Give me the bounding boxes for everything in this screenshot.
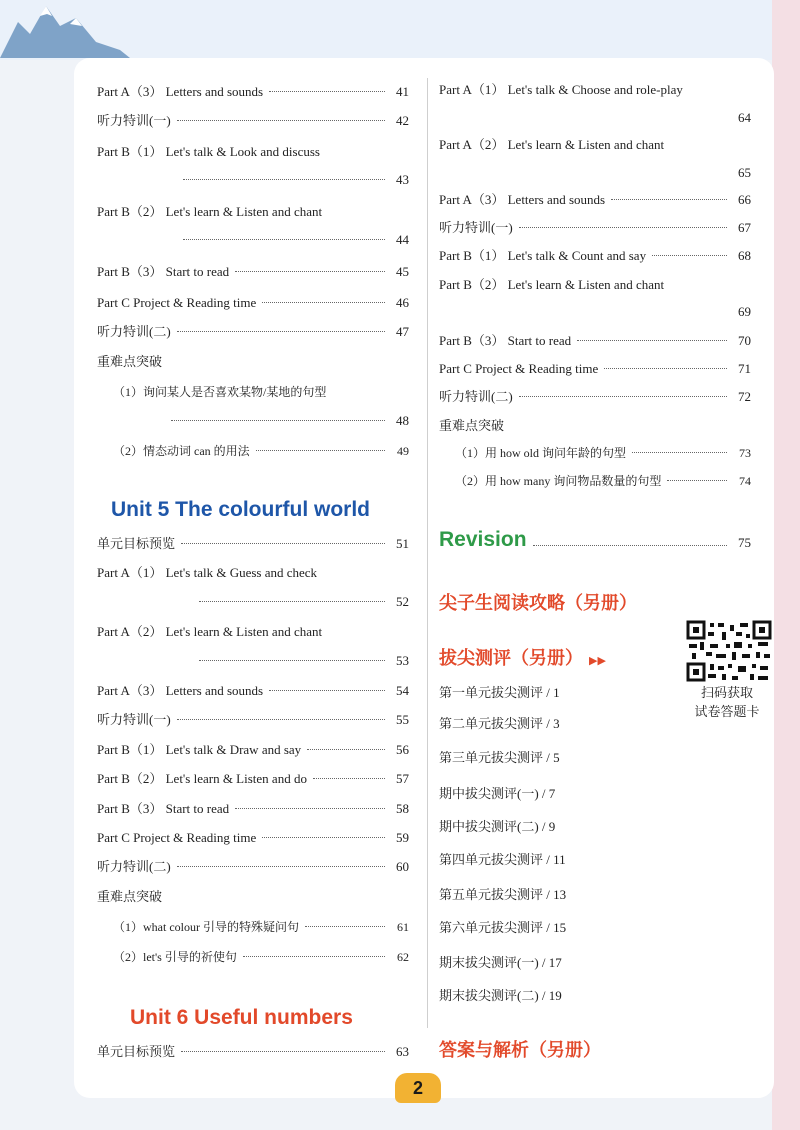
right-edge-band: [772, 0, 800, 1130]
entry-title: Part A（1） Let's talk & Guess and check: [97, 565, 318, 580]
entry-page: 65: [738, 165, 751, 180]
entry-page: 52: [396, 594, 409, 609]
toc-entry[interactable]: [97, 203, 409, 221]
entry-title: Part B（2） Let's learn & Listen and chant: [439, 277, 665, 292]
toc-entry[interactable]: [439, 247, 751, 265]
entry-title: （2）let's 引导的祈使句: [113, 950, 237, 964]
entry-title: Part A（1） Let's talk & Choose and role-play: [439, 82, 683, 97]
revision-title: Revision: [439, 528, 527, 551]
toc-entry[interactable]: [97, 112, 409, 130]
toc-entry[interactable]: [97, 294, 409, 312]
entry-title: Part C Project & Reading time: [97, 295, 257, 310]
entry-title: 听力特训(一): [97, 712, 171, 727]
entry-page: 63: [396, 1044, 409, 1059]
toc-entry[interactable]: [439, 81, 751, 99]
entry-page: 47: [396, 324, 409, 339]
toc-entry-cont[interactable]: [177, 171, 409, 189]
entry-title: Part A（3） Letters and sounds: [97, 683, 264, 698]
entry-title: 单元目标预览: [97, 1044, 176, 1059]
entry-title: Part C Project & Reading time: [97, 830, 257, 845]
entry-page: 58: [396, 801, 409, 816]
test-entry[interactable]: 第一单元拔尖测评 / 1: [439, 685, 560, 700]
test-entry[interactable]: 第三单元拔尖测评 / 5: [439, 750, 560, 765]
toc-entry[interactable]: [439, 360, 751, 378]
toc-entry[interactable]: [439, 219, 751, 237]
toc-entry[interactable]: [113, 918, 409, 936]
entry-title: 听力特训(二): [439, 389, 513, 404]
entry-title: 听力特训(二): [97, 859, 171, 874]
entry-page: 64: [738, 110, 751, 125]
toc-entry[interactable]: [97, 143, 409, 161]
entry-page: 41: [396, 84, 409, 99]
toc-entry-cont[interactable]: [439, 164, 751, 182]
entry-title: （2）用 how many 询问物品数量的句型: [455, 474, 662, 488]
test-entry[interactable]: 期中拔尖测评(一) / 7: [439, 786, 556, 801]
test-entry[interactable]: 期末拔尖测评(二) / 19: [439, 988, 562, 1003]
toc-entry[interactable]: [97, 770, 409, 788]
entry-title: Part B（2） Let's learn & Listen and chant: [97, 204, 323, 219]
entry-page: 42: [396, 113, 409, 128]
page-number: 2: [395, 1073, 441, 1103]
entry-page: 75: [738, 535, 751, 550]
test-heading: 拔尖测评（另册） ▶▶: [439, 648, 606, 669]
toc-section-label: 重难点突破: [97, 354, 163, 369]
toc-entry[interactable]: [97, 800, 409, 818]
toc-entry-cont[interactable]: [439, 303, 751, 321]
test-entry[interactable]: 第四单元拔尖测评 / 11: [439, 852, 566, 867]
toc-entry[interactable]: [97, 323, 409, 341]
entry-page: 55: [396, 712, 409, 727]
entry-title: （2）情态动词 can 的用法: [113, 444, 250, 458]
entry-title: Part B（2） Let's learn & Listen and do: [97, 771, 307, 786]
entry-title: 听力特训(一): [439, 220, 513, 235]
answers-heading: 答案与解析（另册）: [439, 1040, 601, 1061]
mountain-decoration: [0, 0, 130, 58]
test-entry[interactable]: 第五单元拔尖测评 / 13: [439, 887, 567, 902]
entry-page: 48: [396, 413, 409, 428]
entry-page: 67: [738, 220, 751, 235]
toc-entry[interactable]: [113, 442, 409, 460]
entry-title: （1）what colour 引导的特殊疑问句: [113, 920, 299, 934]
toc-entry-cont[interactable]: [165, 412, 409, 430]
entry-title: Part B（3） Start to read: [439, 333, 572, 348]
test-entry[interactable]: 第六单元拔尖测评 / 15: [439, 920, 567, 935]
unit5-title: Unit 5 The colourful world: [111, 498, 370, 521]
qr-caption: 扫码获取 试卷答题卡: [694, 686, 760, 720]
toc-section-label: 重难点突破: [439, 418, 505, 433]
toc-entry[interactable]: [97, 263, 409, 281]
entry-title: （1）用 how old 询问年龄的句型: [455, 446, 627, 460]
toc-entry[interactable]: [97, 682, 409, 700]
entry-title: （1）询问某人是否喜欢某物/某地的句型: [113, 385, 327, 399]
test-entry[interactable]: 第二单元拔尖测评 / 3: [439, 716, 560, 731]
toc-entry[interactable]: [455, 472, 751, 490]
entry-page: 57: [396, 771, 409, 786]
reading-guide-heading: 尖子生阅读攻略（另册）: [439, 593, 637, 614]
entry-page: 45: [396, 264, 409, 279]
entry-page: 68: [738, 248, 751, 263]
entry-page: 70: [738, 333, 751, 348]
entry-title: Part B（1） Let's talk & Look and discuss: [97, 144, 320, 159]
unit6-title: Unit 6 Useful numbers: [130, 1006, 353, 1029]
toc-entry[interactable]: [113, 948, 409, 966]
entry-title: 听力特训(二): [97, 324, 171, 339]
entry-page: 72: [738, 389, 751, 404]
entry-page: 59: [396, 830, 409, 845]
entry-title: Part B（3） Start to read: [97, 264, 230, 279]
toc-entry-cont[interactable]: [193, 652, 409, 670]
toc-entry[interactable]: [439, 388, 751, 406]
entry-title: Part A（3） Letters and sounds: [97, 84, 264, 99]
column-divider: [427, 78, 428, 1028]
toc-section-label: 重难点突破: [97, 889, 163, 904]
test-entry[interactable]: 期中拔尖测评(二) / 9: [439, 819, 556, 834]
toc-entry[interactable]: [439, 136, 751, 154]
entry-page: 66: [738, 192, 751, 207]
entry-page: 73: [739, 446, 751, 460]
entry-title: 单元目标预览: [97, 536, 176, 551]
entry-page: 51: [396, 536, 409, 551]
entry-page: 44: [396, 232, 409, 247]
toc-entry[interactable]: [97, 623, 409, 641]
toc-entry-cont[interactable]: [439, 109, 751, 127]
toc-entry-cont[interactable]: [193, 593, 409, 611]
entry-page: 46: [396, 295, 409, 310]
entry-title: 听力特训(一): [97, 113, 171, 128]
entry-title: Part B（1） Let's talk & Draw and say: [97, 742, 302, 757]
toc-entry[interactable]: [97, 564, 409, 582]
entry-page: 74: [739, 474, 751, 488]
toc-entry[interactable]: [97, 535, 409, 553]
entry-page: 60: [396, 859, 409, 874]
toc-entry[interactable]: [455, 444, 751, 462]
entry-title: Part B（3） Start to read: [97, 801, 230, 816]
entry-page: 49: [397, 444, 409, 458]
entry-title: Part A（3） Letters and sounds: [439, 192, 606, 207]
toc-entry-cont[interactable]: [177, 231, 409, 249]
toc-entry[interactable]: [97, 858, 409, 876]
toc-entry[interactable]: [97, 829, 409, 847]
entry-page: 56: [396, 742, 409, 757]
entry-title: Part C Project & Reading time: [439, 361, 599, 376]
toc-entry[interactable]: [439, 332, 751, 350]
entry-page: 61: [397, 920, 409, 934]
entry-page: 69: [738, 304, 751, 319]
toc-entry[interactable]: [439, 191, 751, 209]
double-arrow-icon: ▶▶: [589, 654, 606, 667]
entry-page: 54: [396, 683, 409, 698]
toc-entry[interactable]: [97, 741, 409, 759]
entry-page: 43: [396, 172, 409, 187]
entry-page: 71: [738, 361, 751, 376]
toc-entry[interactable]: [97, 1043, 409, 1061]
qr-code-icon[interactable]: [686, 620, 772, 682]
revision-entry[interactable]: [439, 528, 751, 552]
toc-entry[interactable]: [97, 711, 409, 729]
toc-entry[interactable]: [439, 276, 751, 294]
entry-page: 62: [397, 950, 409, 964]
toc-entry[interactable]: [97, 83, 409, 101]
entry-title: Part A（2） Let's learn & Listen and chant: [439, 137, 665, 152]
entry-title: Part B（1） Let's talk & Count and say: [439, 248, 647, 263]
entry-page: 53: [396, 653, 409, 668]
toc-entry[interactable]: [113, 383, 409, 401]
test-entry[interactable]: 期末拔尖测评(一) / 17: [439, 955, 562, 970]
entry-title: Part A（2） Let's learn & Listen and chant: [97, 624, 323, 639]
